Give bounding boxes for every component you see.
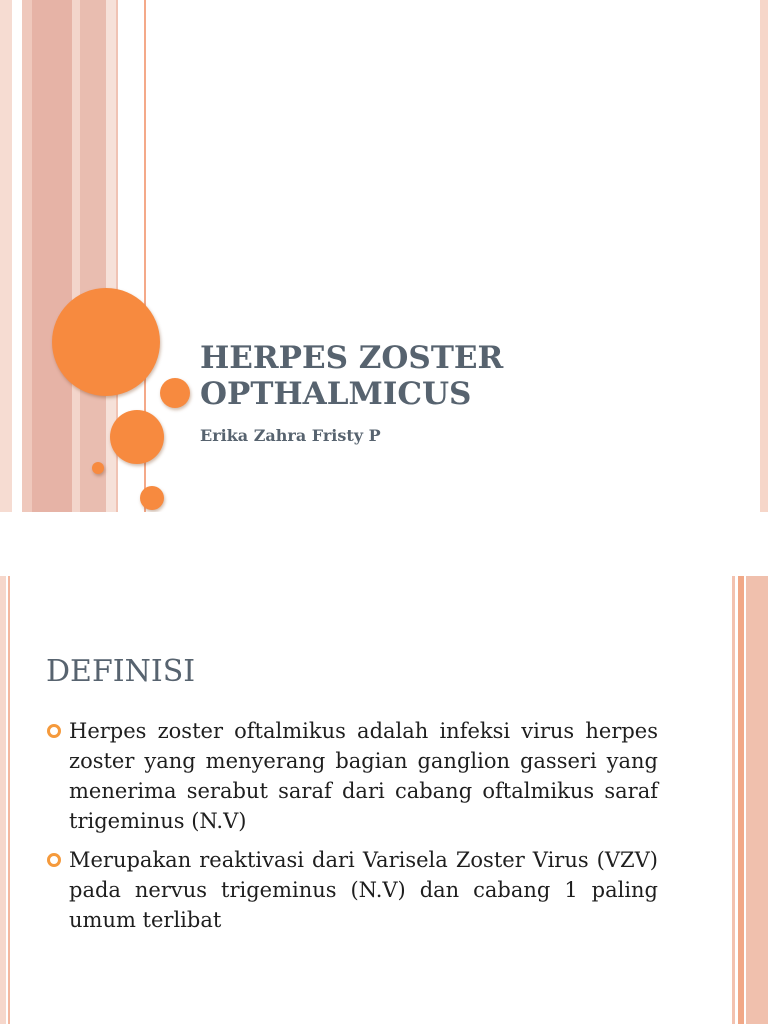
bullet-ring-icon [47, 853, 61, 867]
bullet-text: Herpes zoster oftalmikus adalah infeksi virus herpes zoster yang menyerang bagian ganglion gasseri yang menerima serabut saraf dari cabang oftalmikus saraf trigeminus (N.V) [69, 719, 658, 833]
slide-subtitle: Erika Zahra Fristy P [200, 426, 381, 445]
decor-circle-medium [110, 410, 164, 464]
decor-circle-large [52, 288, 160, 396]
decor-circle-small [140, 486, 164, 510]
bullet-item [44, 845, 658, 935]
bullet-ring-icon [47, 724, 61, 738]
decor-stripe [8, 576, 10, 1024]
slide-title-line-2: OPTHALMICUS [200, 376, 472, 412]
decor-stripe [746, 576, 768, 1024]
definition-slide [0, 576, 768, 1024]
decor-circle-tiny [92, 462, 104, 474]
decor-stripe [32, 0, 72, 512]
decor-stripe [22, 0, 32, 512]
bullet-text: Merupakan reaktivasi dari Varisela Zoster Virus (VZV) pada nervus trigeminus (N.V) dan cabang 1 paling umum terlibat [69, 848, 658, 932]
decor-stripe [80, 0, 106, 512]
bullet-list [44, 716, 658, 944]
decor-stripe [760, 0, 768, 512]
decor-stripe [738, 576, 744, 1024]
decor-stripe [72, 0, 80, 512]
slide-title [200, 340, 740, 412]
bullet-item [44, 716, 658, 836]
decor-stripe [0, 576, 6, 1024]
decor-stripe [732, 576, 735, 1024]
decor-stripe [0, 0, 12, 512]
slide-heading: DEFINISI [46, 654, 196, 689]
decor-circle-small [160, 378, 190, 408]
slide-title-line-1: HERPES ZOSTER [200, 340, 504, 376]
